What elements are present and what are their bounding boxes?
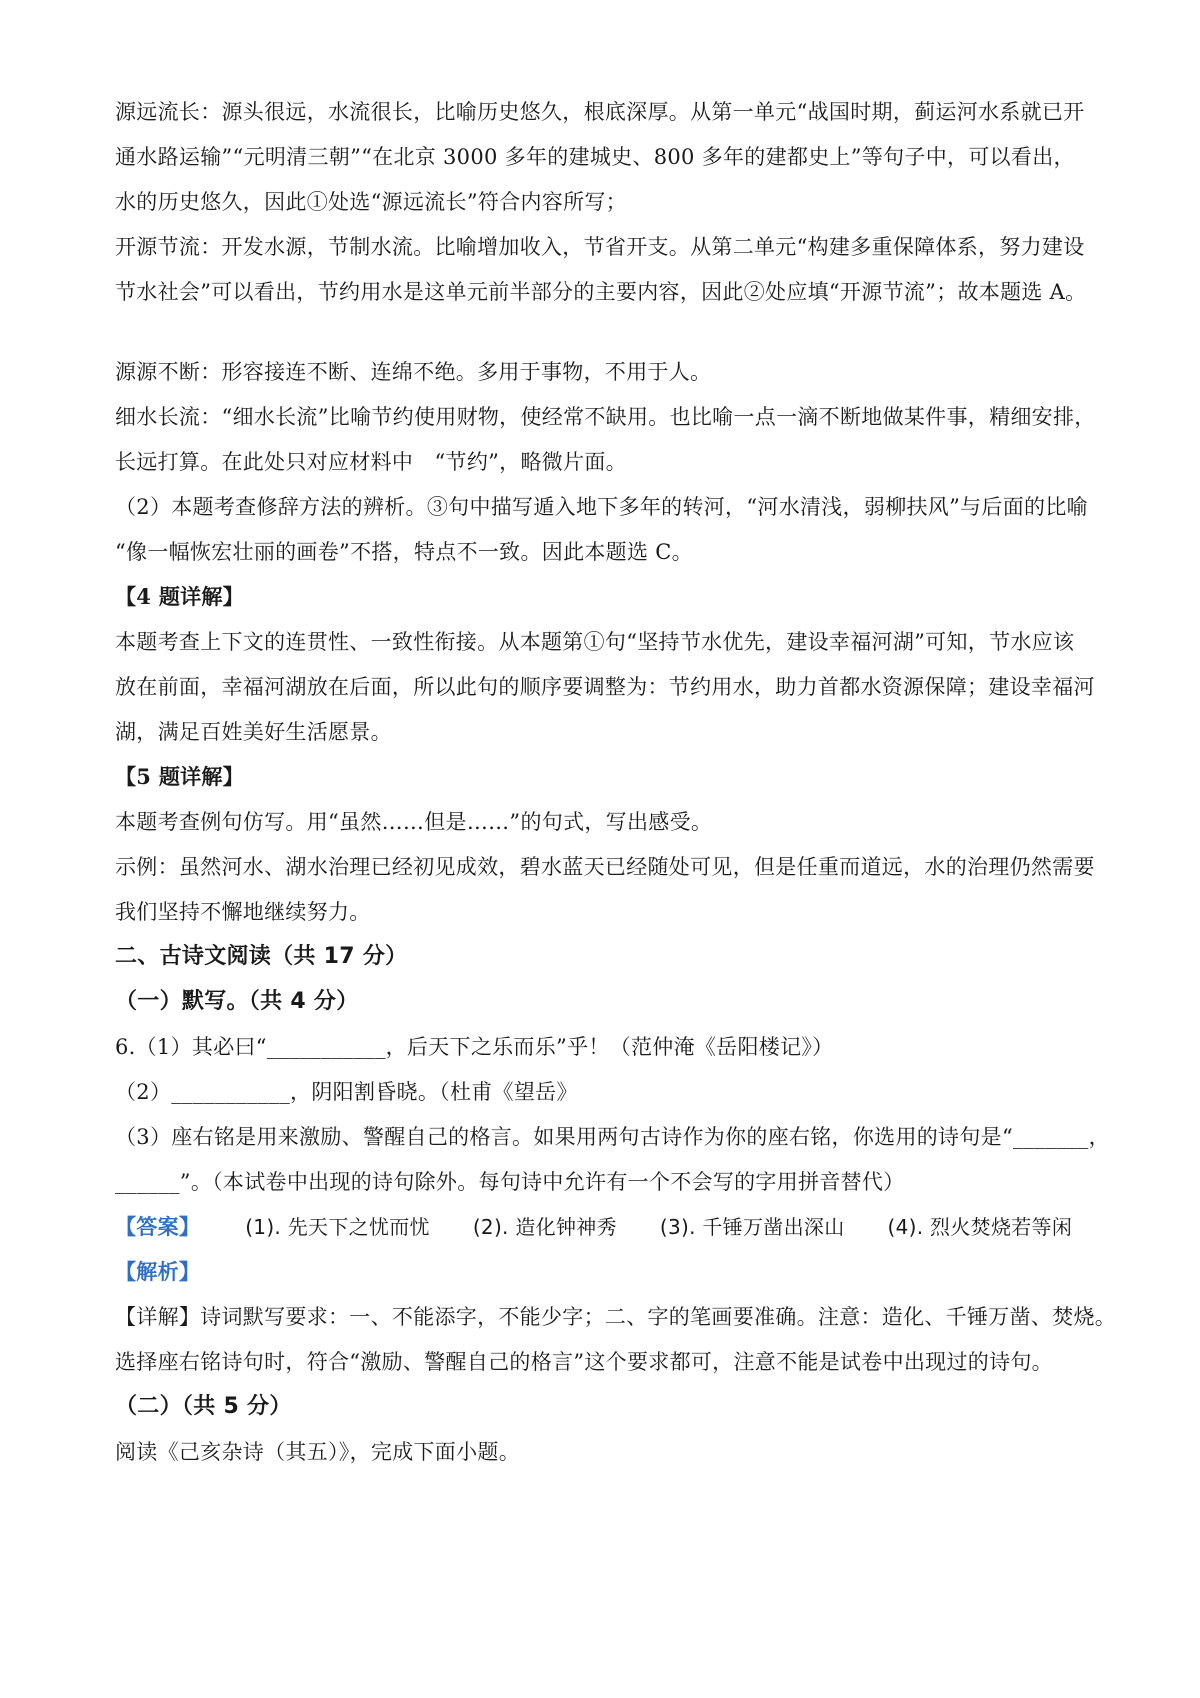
paragraph-line: 选择座右铭诗句时，符合“激励、警醒自己的格言”这个要求都可，注意不能是试卷中出现过的诗句。 [115,1350,1053,1374]
paragraph-line: 本题考查上下文的连贯性、一致性衔接。从本题第①句“坚持节水优先，建设幸福河湖”可知，节水应该 [115,630,1075,654]
question-6-part-3: （3）座右铭是用来激励、警醒自己的格言。如果用两句古诗作为你的座右铭，你选用的诗句是“_______， [115,1125,1110,1149]
paragraph-line: 阅读《己亥杂诗（其五）》，完成下面小题。 [115,1440,520,1464]
paragraph-line: 我们坚持不懈地继续努力。 [115,900,371,924]
answer-item: (1). 先天下之忧而忧 [245,1215,430,1239]
question-5-heading: 【5 题详解】 [115,764,245,789]
paragraph-line: 通水路运输”“元明清三朝”“在北京 3000 多年的建城史、800 多年的建都史上”等句子中，可以看出， [115,145,1075,169]
answer-item: (2). 造化钟神秀 [472,1215,617,1239]
subsection-heading: （一）默写。（共 4 分） [115,989,359,1014]
question-6-part-1: 6.（1）其必曰“___________，后天下之乐而乐”乎！（范仲淹《岳阳楼记》） [115,1035,834,1059]
analysis-label: 【解析】 [115,1259,201,1284]
paragraph-line: 水的历史悠久，因此①处选“源远流长”符合内容所写； [115,190,627,214]
paragraph-line: 开源节流：开发水源，节制水流。比喻增加收入，节省开支。从第二单元“构建多重保障体系，努力建设 [115,235,1085,259]
paragraph-line: 源源不断：形容接连不断、连绵不绝。多用于事物，不用于人。 [115,360,712,384]
paragraph-line: 本题考查例句仿写。用“虽然……但是……”的句式，写出感受。 [115,810,713,834]
question-6-part-3-cont: ______”。（本试卷中出现的诗句除外。每句诗中允许有一个不会写的字用拼音替代） [115,1170,905,1194]
answer-row [115,1213,1100,1241]
paragraph-line: “像一幅恢宏壮丽的画卷”不搭，特点不一致。因此本题选 C。 [115,540,693,564]
paragraph-line: 【详解】诗词默写要求：一、不能添字，不能少字；二、字的笔画要准确。注意：造化、千锤万凿、焚烧。 [115,1305,1117,1329]
subsection-heading: （二）（共 5 分） [115,1394,292,1419]
section-heading: 二、古诗文阅读（共 17 分） [115,944,408,969]
question-6-part-2: （2）___________，阴阳割昏晓。（杜甫《望岳》 [115,1080,578,1104]
paragraph-line: 湖，满足百姓美好生活愿景。 [115,720,392,744]
paragraph-line: （2）本题考查修辞方法的辨析。③句中描写遁入地下多年的转河，“河水清浅，弱柳扶风”与后面的比喻 [115,495,1088,519]
answer-label: 【答案】 [115,1214,201,1239]
paragraph-line: 源远流长：源头很远，水流很长，比喻历史悠久，根底深厚。从第一单元“战国时期，蓟运河水系就已开 [115,100,1085,124]
paragraph-line: 长远打算。在此处只对应材料中 “节约”，略微片面。 [115,450,627,474]
answer-item: (4). 烈火焚烧若等闲 [887,1215,1073,1239]
answer-item: (3). 千锤万凿出深山 [659,1215,845,1239]
paragraph-line: 放在前面，幸福河湖放在后面，所以此句的顺序要调整为：节约用水，助力首都水资源保障；建设幸福河 [115,675,1095,699]
paragraph-line: 节水社会”可以看出，节约用水是这单元前半部分的主要内容，因此②处应填“开源节流”；故本题选 A。 [115,280,1087,304]
paragraph-line: 示例：虽然河水、湖水治理已经初见成效，碧水蓝天已经随处可见，但是任重而道远，水的治理仍然需要 [115,855,1095,879]
paragraph-line: 细水长流：“细水长流”比喻节约使用财物，使经常不缺用。也比喻一点一滴不断地做某件事，精细安排， [115,405,1096,429]
question-4-heading: 【4 题详解】 [115,584,245,609]
